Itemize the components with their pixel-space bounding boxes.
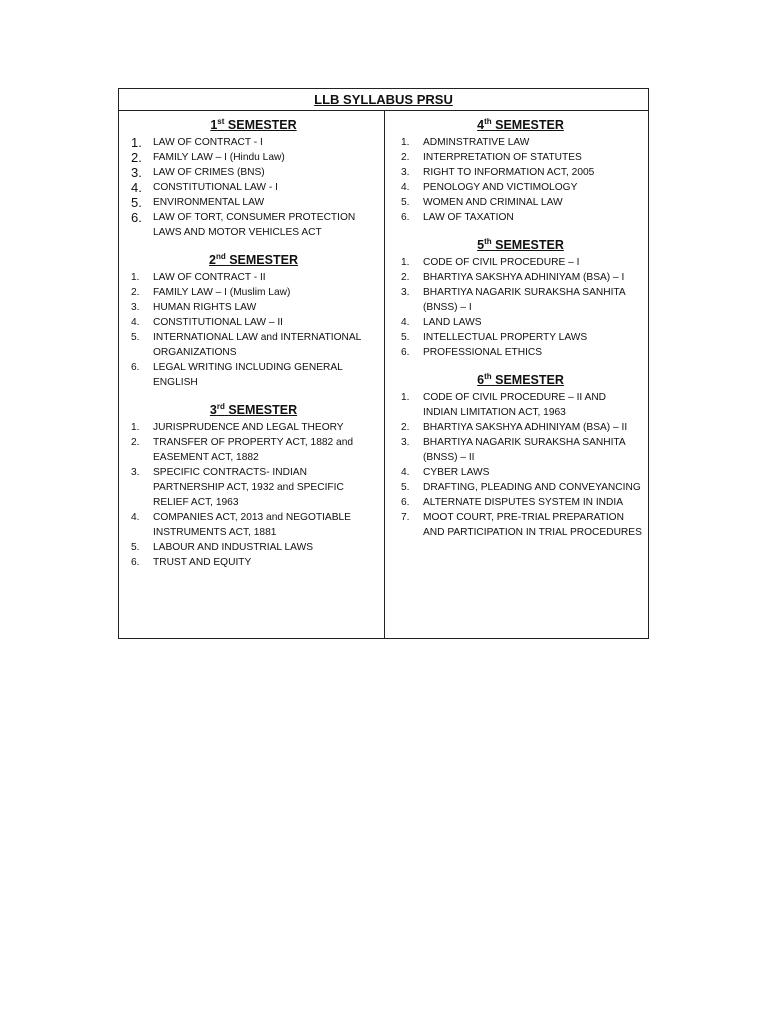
subject-item bbox=[399, 480, 642, 495]
subject-number: 1. bbox=[131, 272, 140, 283]
subject-text: BHARTIYA NAGARIK SURAKSHA SANHITA (BNSS) – I bbox=[423, 287, 626, 313]
subject-number: 1. bbox=[131, 422, 140, 433]
subject-item bbox=[399, 135, 642, 150]
subject-item bbox=[399, 330, 642, 345]
subject-number: 3. bbox=[401, 437, 410, 448]
semester-label: SEMESTER bbox=[227, 118, 297, 132]
semester-heading bbox=[129, 117, 378, 133]
syllabus-table bbox=[118, 88, 649, 639]
subject-text: CONSTITUTIONAL LAW – II bbox=[153, 317, 283, 328]
subject-text: TRANSFER OF PROPERTY ACT, 1882 and EASEMENT ACT, 1882 bbox=[153, 437, 354, 463]
subject-item bbox=[399, 270, 642, 285]
semester-ordinal-suffix: th bbox=[484, 117, 492, 126]
subject-number: 5. bbox=[131, 195, 142, 210]
subject-item bbox=[129, 330, 378, 360]
subject-item bbox=[129, 300, 378, 315]
subject-number: 6. bbox=[401, 347, 410, 358]
subject-item bbox=[129, 270, 378, 285]
semester-ordinal-suffix: th bbox=[484, 372, 492, 381]
subject-text: DRAFTING, PLEADING AND CONVEYANCING bbox=[423, 482, 641, 493]
semester-block bbox=[399, 237, 642, 360]
subject-item bbox=[399, 495, 642, 510]
subject-number: 5. bbox=[131, 332, 140, 343]
subject-item bbox=[399, 420, 642, 435]
semester-ordinal: 5 bbox=[477, 238, 485, 252]
subject-number: 3. bbox=[401, 287, 410, 298]
subject-item bbox=[399, 510, 642, 540]
semester-block bbox=[129, 252, 378, 390]
subject-number: 5. bbox=[401, 332, 410, 343]
subject-number: 4. bbox=[401, 182, 410, 193]
semester-label: SEMESTER bbox=[495, 118, 564, 132]
subject-text: COMPANIES ACT, 2013 and NEGOTIABLE INSTRUMENTS ACT, 1881 bbox=[153, 512, 351, 538]
subject-item bbox=[129, 555, 378, 570]
subject-text: INTERNATIONAL LAW and INTERNATIONAL ORGANIZATIONS bbox=[153, 332, 361, 358]
subject-item bbox=[129, 315, 378, 330]
subject-text: BHARTIYA SAKSHYA ADHINIYAM (BSA) – II bbox=[423, 422, 628, 433]
subject-list bbox=[129, 420, 378, 570]
subject-list bbox=[129, 270, 378, 390]
subject-number: 3. bbox=[131, 165, 142, 180]
subject-number: 3. bbox=[131, 302, 140, 313]
subject-number: 2. bbox=[401, 422, 410, 433]
subject-item bbox=[399, 390, 642, 420]
semester-block bbox=[129, 117, 378, 240]
subject-item bbox=[129, 210, 378, 240]
semester-label: SEMESTER bbox=[228, 403, 298, 417]
semester-block bbox=[129, 402, 378, 570]
subject-item bbox=[399, 255, 642, 270]
subject-text: RIGHT TO INFORMATION ACT, 2005 bbox=[423, 167, 595, 178]
semester-heading bbox=[399, 237, 642, 253]
subject-text: LAW OF TORT, CONSUMER PROTECTION LAWS AND MOTOR VEHICLES ACT bbox=[153, 212, 356, 238]
subject-text: PROFESSIONAL ETHICS bbox=[423, 347, 543, 358]
right-column bbox=[385, 111, 648, 638]
subject-item bbox=[399, 165, 642, 180]
semester-ordinal: 6 bbox=[477, 373, 485, 387]
subject-text: ADMINSTRATIVE LAW bbox=[423, 137, 530, 148]
subject-number: 6. bbox=[131, 362, 140, 373]
subject-number: 5. bbox=[131, 542, 140, 553]
subject-number: 4. bbox=[131, 180, 142, 195]
subject-number: 2. bbox=[131, 287, 140, 298]
subject-item bbox=[129, 435, 378, 465]
subject-text: JURISPRUDENCE AND LEGAL THEORY bbox=[153, 422, 344, 433]
semester-ordinal: 4 bbox=[477, 118, 485, 132]
subject-item bbox=[129, 420, 378, 435]
subject-item bbox=[129, 180, 378, 195]
subject-item bbox=[399, 315, 642, 330]
subject-item bbox=[399, 435, 642, 465]
subject-text: FAMILY LAW – I (Muslim Law) bbox=[153, 287, 291, 298]
subject-text: ALTERNATE DISPUTES SYSTEM IN INDIA bbox=[423, 497, 624, 508]
subject-number: 1. bbox=[401, 137, 410, 148]
semester-ordinal-suffix: rd bbox=[216, 402, 225, 411]
document-title: LLB SYLLABUS PRSU bbox=[119, 89, 648, 111]
subject-text: INTERPRETATION OF STATUTES bbox=[423, 152, 582, 163]
subject-number: 2. bbox=[131, 437, 140, 448]
semester-columns bbox=[119, 111, 648, 638]
subject-text: LAND LAWS bbox=[423, 317, 482, 328]
subject-list bbox=[129, 135, 378, 240]
semester-ordinal-suffix: th bbox=[484, 237, 492, 246]
semester-heading bbox=[399, 117, 642, 133]
subject-number: 2. bbox=[131, 150, 142, 165]
subject-text: MOOT COURT, PRE-TRIAL PREPARATION AND PARTICIPATION IN TRIAL PROCEDURES bbox=[423, 512, 642, 538]
subject-number: 6. bbox=[401, 212, 410, 223]
subject-text: BHARTIYA SAKSHYA ADHINIYAM (BSA) – I bbox=[423, 272, 625, 283]
subject-text: INTELLECTUAL PROPERTY LAWS bbox=[423, 332, 588, 343]
subject-text: LAW OF TAXATION bbox=[423, 212, 514, 223]
subject-item bbox=[399, 465, 642, 480]
subject-text: FAMILY LAW – I (Hindu Law) bbox=[153, 152, 285, 163]
subject-list bbox=[399, 135, 642, 225]
subject-item bbox=[129, 540, 378, 555]
subject-item bbox=[129, 465, 378, 510]
subject-number: 7. bbox=[401, 512, 410, 523]
subject-text: CYBER LAWS bbox=[423, 467, 490, 478]
subject-item bbox=[129, 135, 378, 150]
subject-text: CODE OF CIVIL PROCEDURE – I bbox=[423, 257, 580, 268]
subject-item bbox=[129, 360, 378, 390]
subject-number: 2. bbox=[401, 272, 410, 283]
semester-block bbox=[399, 117, 642, 225]
semester-ordinal: 3 bbox=[209, 403, 217, 417]
semester-label: SEMESTER bbox=[495, 373, 564, 387]
semester-label: SEMESTER bbox=[495, 238, 564, 252]
subject-text: WOMEN AND CRIMINAL LAW bbox=[423, 197, 563, 208]
subject-number: 4. bbox=[401, 467, 410, 478]
subject-item bbox=[129, 195, 378, 210]
subject-item bbox=[399, 150, 642, 165]
semester-label: SEMESTER bbox=[229, 253, 298, 267]
subject-number: 3. bbox=[401, 167, 410, 178]
semester-heading bbox=[399, 372, 642, 388]
semester-ordinal: 1 bbox=[210, 118, 218, 132]
left-column bbox=[119, 111, 385, 638]
subject-item bbox=[399, 180, 642, 195]
subject-list bbox=[399, 390, 642, 540]
subject-text: LAW OF CONTRACT - I bbox=[153, 137, 263, 148]
subject-item bbox=[399, 195, 642, 210]
subject-item bbox=[399, 345, 642, 360]
subject-text: HUMAN RIGHTS LAW bbox=[153, 302, 257, 313]
subject-number: 1. bbox=[131, 135, 142, 150]
subject-text: TRUST AND EQUITY bbox=[153, 557, 252, 568]
subject-item bbox=[129, 510, 378, 540]
subject-text: PENOLOGY AND VICTIMOLOGY bbox=[423, 182, 578, 193]
subject-text: SPECIFIC CONTRACTS- INDIAN PARTNERSHIP ACT, 1932 and SPECIFIC RELIEF ACT, 1963 bbox=[153, 467, 344, 508]
subject-number: 2. bbox=[401, 152, 410, 163]
semester-ordinal: 2 bbox=[209, 253, 216, 267]
subject-text: LABOUR AND INDUSTRIAL LAWS bbox=[153, 542, 314, 553]
subject-number: 1. bbox=[401, 257, 410, 268]
subject-number: 5. bbox=[401, 197, 410, 208]
subject-text: LAW OF CRIMES (BNS) bbox=[153, 167, 265, 178]
subject-text: LAW OF CONTRACT - II bbox=[153, 272, 266, 283]
subject-list bbox=[399, 255, 642, 360]
subject-number: 1. bbox=[401, 392, 410, 403]
subject-number: 6. bbox=[401, 497, 410, 508]
subject-item bbox=[399, 285, 642, 315]
subject-number: 3. bbox=[131, 467, 140, 478]
subject-text: CODE OF CIVIL PROCEDURE – II AND INDIAN LIMITATION ACT, 1963 bbox=[423, 392, 607, 418]
subject-item bbox=[129, 165, 378, 180]
subject-number: 4. bbox=[131, 512, 140, 523]
subject-item bbox=[129, 285, 378, 300]
subject-item bbox=[399, 210, 642, 225]
subject-text: CONSTITUTIONAL LAW - I bbox=[153, 182, 278, 193]
semester-block bbox=[399, 372, 642, 540]
subject-number: 4. bbox=[401, 317, 410, 328]
semester-heading bbox=[129, 252, 378, 268]
subject-text: LEGAL WRITING INCLUDING GENERAL ENGLISH bbox=[153, 362, 343, 388]
subject-text: BHARTIYA NAGARIK SURAKSHA SANHITA (BNSS) – II bbox=[423, 437, 626, 463]
semester-heading bbox=[129, 402, 378, 418]
semester-ordinal-suffix: nd bbox=[215, 252, 226, 261]
subject-number: 6. bbox=[131, 557, 140, 568]
subject-item bbox=[129, 150, 378, 165]
subject-number: 6. bbox=[131, 210, 142, 225]
subject-number: 4. bbox=[131, 317, 140, 328]
semester-ordinal-suffix: st bbox=[217, 117, 225, 126]
subject-text: ENVIRONMENTAL LAW bbox=[153, 197, 265, 208]
subject-number: 5. bbox=[401, 482, 410, 493]
